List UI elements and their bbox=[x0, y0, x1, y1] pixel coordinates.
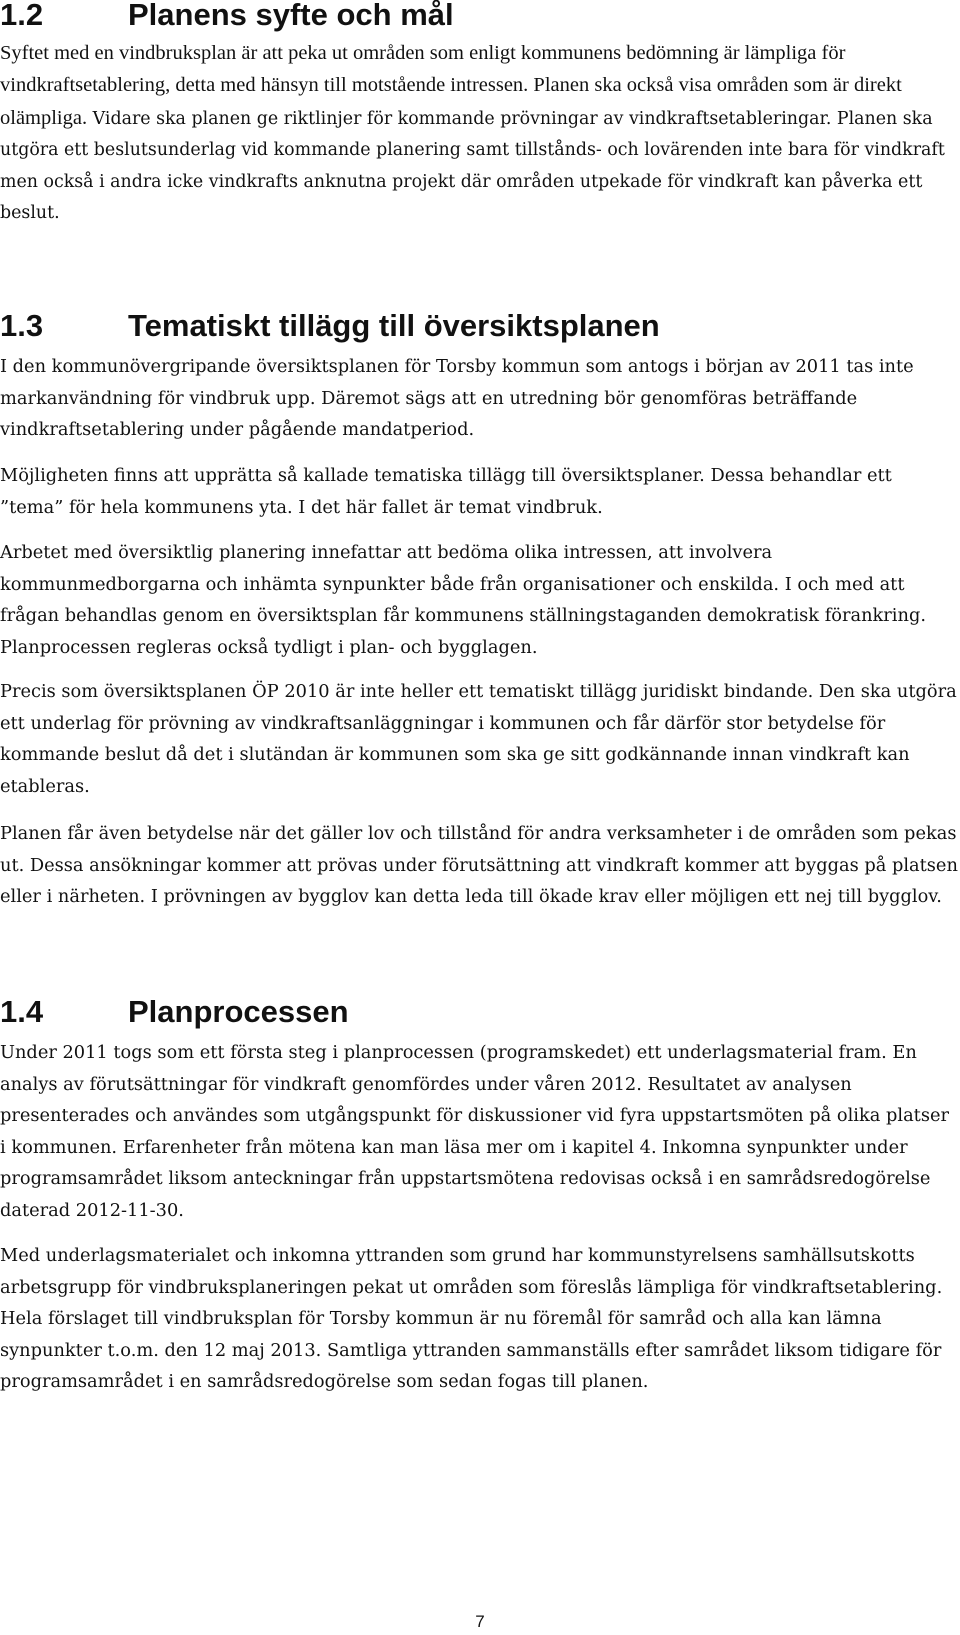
paragraph: Möjligheten finns att upprätta så kallade tematiska tillägg till översiktsplaner. Dessa behandlar ett ”tema” för hela kommunens yta. I det här fallet är temat vindbruk. bbox=[0, 465, 892, 518]
section-heading-1-3 bbox=[0, 308, 660, 344]
paragraph: Planen får även betydelse när det gäller lov och tillstånd för andra verksamheter i de områden som pekas ut. Dessa ansökningar kommer att prövas under förutsättning att vindkraft kommer att byggas på platsen eller i närheten. I prövningen av bygglov kan detta leda till ökade krav eller möjligen ett nej till bygglov. bbox=[0, 823, 958, 907]
section-title: Planprocessen bbox=[128, 994, 349, 1029]
paragraph: I den kommunövergripande översiktsplanen för Torsby kommun som antogs i början av 2011 tas inte markanvändning för vindbruk upp. Däremot sägs att en utredning bör genomföras beträffande vindkraftsetablering under pågående mandatperiod. bbox=[0, 356, 914, 440]
section-title: Planens syfte och mål bbox=[128, 0, 454, 32]
paragraph-rest: Vidare ska planen ge riktlinjer för kommande prövningar av vindkraftsetableringar. Planen ska utgöra ett beslutsunderlag vid kommande planering samt tillstånds- och lovärenden inte bara för vindkraft men också i andra icke vindkrafts anknutna projekt där områden utpekade för vindkraft kan påverka ett beslut. bbox=[0, 108, 945, 224]
section-heading-1-2 bbox=[0, 0, 454, 33]
section-number: 1.2 bbox=[0, 0, 44, 32]
paragraph: Under 2011 togs som ett första steg i planprocessen (programskedet) ett underlagsmaterial fram. En analys av förutsättningar för vindkraft genomfördes under våren 2012. Resultatet av analysen presenterades och användes som utgångspunkt för diskussioner vid fyra uppstartsmöten på olika platser i kommunen. Erfarenheter från mötena kan man läsa mer om i kapitel 4. Inkomna synpunkter under programsamrådet liksom anteckningar från uppstartsmötena redovisas också i en samrådsredogörelse daterad 2012-11-30. bbox=[0, 1042, 949, 1221]
page-number: 7 bbox=[475, 1612, 485, 1631]
paragraph-lead: Syftet med en vindbruksplan är att peka ut områden som enligt kommunens bedömning är lämpliga för vindkraftsetablering, detta med hänsyn till motstående intressen. Planen ska också visa områden som är direkt olämpliga. bbox=[0, 42, 902, 129]
section-title: Tematiskt tillägg till översiktsplanen bbox=[128, 308, 660, 343]
section-number: 1.4 bbox=[0, 994, 44, 1029]
paragraph: Arbetet med översiktlig planering innefattar att bedöma olika intressen, att involvera kommunmedborgarna och inhämta synpunkter både från organisationer och enskilda. I och med att frågan behandlas genom en översiktsplan får kommunens ställningstaganden demokratisk förankring. Planprocessen regleras också tydligt i plan- och bygglagen. bbox=[0, 542, 926, 658]
section-heading-1-4 bbox=[0, 994, 349, 1030]
paragraph: Med underlagsmaterialet och inkomna yttranden som grund har kommunstyrelsens samhällsutskotts arbetsgrupp för vindbruksplaneringen pekat ut områden som föreslås lämpliga för vindkraftsetablering. Hela förslaget till vindbruksplan för Torsby kommun är nu föremål för samråd och alla kan lämna synpunkter t.o.m. den 12 maj 2013. Samtliga yttranden sammanställs efter samrådet liksom tidigare för programsamrådet i en samrådsredogörelse som sedan fogas till planen. bbox=[0, 1245, 943, 1392]
paragraph: Precis som översiktsplanen ÖP 2010 är inte heller ett tematiskt tillägg juridiskt bindande. Den ska utgöra ett underlag för prövning av vindkraftsanläggningar i kommunen och får därför stor betydelse för kommande beslut då det i slutändan är kommunen som ska ge sitt godkännande innan vindkraft kan etableras. bbox=[0, 681, 957, 797]
section-number: 1.3 bbox=[0, 308, 44, 343]
paragraph bbox=[0, 38, 958, 229]
